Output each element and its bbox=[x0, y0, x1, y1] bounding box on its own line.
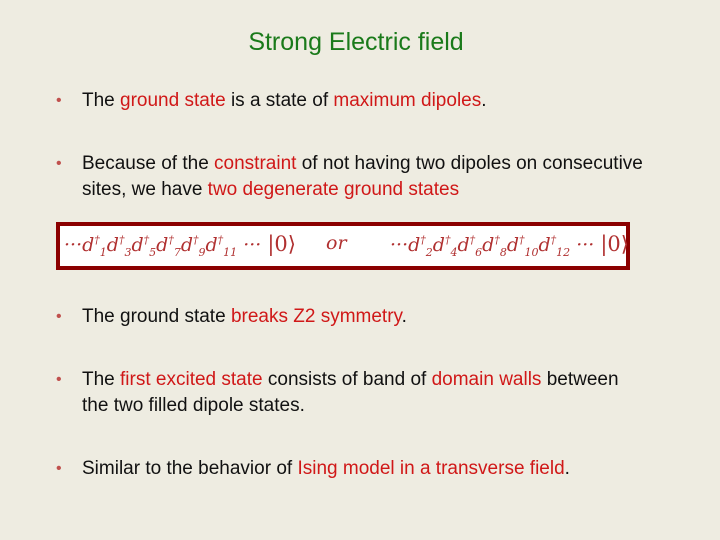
site-index: 9 bbox=[198, 245, 206, 259]
operator-symbol: d bbox=[538, 234, 551, 256]
equation-ellipsis: ··· bbox=[570, 234, 601, 256]
site-index: 5 bbox=[149, 245, 157, 259]
operator-symbol: d bbox=[180, 234, 193, 256]
highlight-text: constraint bbox=[214, 153, 297, 174]
equation-left bbox=[64, 232, 296, 259]
dagger-symbol: † bbox=[118, 233, 125, 247]
equation-ellipsis: ··· bbox=[237, 234, 268, 256]
equation-ellipsis: ··· bbox=[64, 234, 83, 256]
dagger-symbol: † bbox=[518, 233, 525, 247]
body-text: of not having two dipoles on consecutive sites, we have bbox=[82, 153, 643, 200]
bullet-text bbox=[82, 151, 662, 203]
operator-symbol: d bbox=[506, 234, 519, 256]
bullet-text bbox=[82, 456, 676, 482]
bullet-marker: • bbox=[56, 92, 62, 109]
highlight-text: first excited state bbox=[120, 369, 263, 390]
highlight-text: domain walls bbox=[431, 369, 542, 390]
bullet-4 bbox=[56, 367, 676, 419]
body-text: is a state of bbox=[225, 90, 334, 111]
operator-symbol: d bbox=[457, 234, 470, 256]
vacuum-ket: |0⟩ bbox=[600, 232, 629, 256]
site-index: 10 bbox=[524, 245, 539, 259]
operator-symbol: d bbox=[156, 234, 169, 256]
dagger-symbol: † bbox=[469, 233, 476, 247]
equation-ellipsis: ··· bbox=[390, 234, 409, 256]
body-text: between the two filled dipole states. bbox=[82, 369, 619, 416]
operator-symbol: d bbox=[106, 234, 119, 256]
body-text: Similar to the behavior of bbox=[82, 458, 298, 479]
highlight-text: ground state bbox=[120, 90, 226, 111]
site-index: 7 bbox=[173, 245, 181, 259]
equation-or: or bbox=[326, 232, 347, 254]
dagger-symbol: † bbox=[143, 233, 150, 247]
site-index: 11 bbox=[223, 245, 238, 259]
site-index: 6 bbox=[475, 245, 483, 259]
dagger-symbol: † bbox=[168, 233, 174, 247]
bullet-marker: • bbox=[56, 155, 62, 172]
dagger-symbol: † bbox=[494, 233, 500, 247]
dagger-symbol: † bbox=[217, 233, 224, 247]
bullet-5 bbox=[56, 456, 676, 482]
site-index: 8 bbox=[499, 245, 507, 259]
body-text: consists of band of bbox=[262, 369, 432, 390]
bullet-marker: • bbox=[56, 371, 62, 388]
dagger-symbol: † bbox=[444, 233, 451, 247]
operator-symbol: d bbox=[432, 234, 445, 256]
slide-title: Strong Electric field bbox=[248, 28, 464, 56]
bullet-text bbox=[82, 304, 676, 330]
operator-symbol: d bbox=[82, 234, 95, 256]
bullet-3 bbox=[56, 304, 676, 330]
operator-symbol: d bbox=[131, 234, 144, 256]
highlight-text: breaks Z2 symmetry bbox=[230, 306, 402, 327]
operator-symbol: d bbox=[205, 234, 218, 256]
equation-right bbox=[390, 232, 629, 259]
highlight-text: maximum dipoles bbox=[333, 90, 482, 111]
operator-symbol: d bbox=[408, 234, 421, 256]
site-index: 1 bbox=[99, 245, 107, 259]
bullet-text bbox=[82, 88, 676, 114]
body-text: The bbox=[82, 90, 121, 111]
body-text: . bbox=[401, 306, 407, 327]
site-index: 4 bbox=[450, 245, 458, 259]
bullet-1 bbox=[56, 88, 676, 114]
body-text: Because of the bbox=[82, 153, 215, 174]
vacuum-ket: |0⟩ bbox=[267, 232, 296, 256]
bullet-marker: • bbox=[56, 308, 62, 325]
bullet-2 bbox=[56, 151, 676, 203]
dagger-symbol: † bbox=[192, 233, 199, 247]
dagger-symbol: † bbox=[550, 233, 557, 247]
bullet-text bbox=[82, 367, 642, 419]
equation-box bbox=[56, 222, 630, 270]
body-text: . bbox=[481, 90, 487, 111]
operator-symbol: d bbox=[482, 234, 495, 256]
body-text: . bbox=[564, 458, 570, 479]
site-index: 2 bbox=[425, 245, 433, 259]
body-text: The bbox=[82, 369, 121, 390]
site-index: 12 bbox=[556, 245, 571, 259]
site-index: 3 bbox=[124, 245, 132, 259]
highlight-text: two degenerate ground states bbox=[207, 179, 460, 200]
dagger-symbol: † bbox=[94, 233, 100, 247]
dagger-symbol: † bbox=[420, 233, 426, 247]
body-text: The ground state bbox=[82, 306, 231, 327]
highlight-text: Ising model in a transverse field bbox=[297, 458, 565, 479]
bullet-marker: • bbox=[56, 460, 62, 477]
